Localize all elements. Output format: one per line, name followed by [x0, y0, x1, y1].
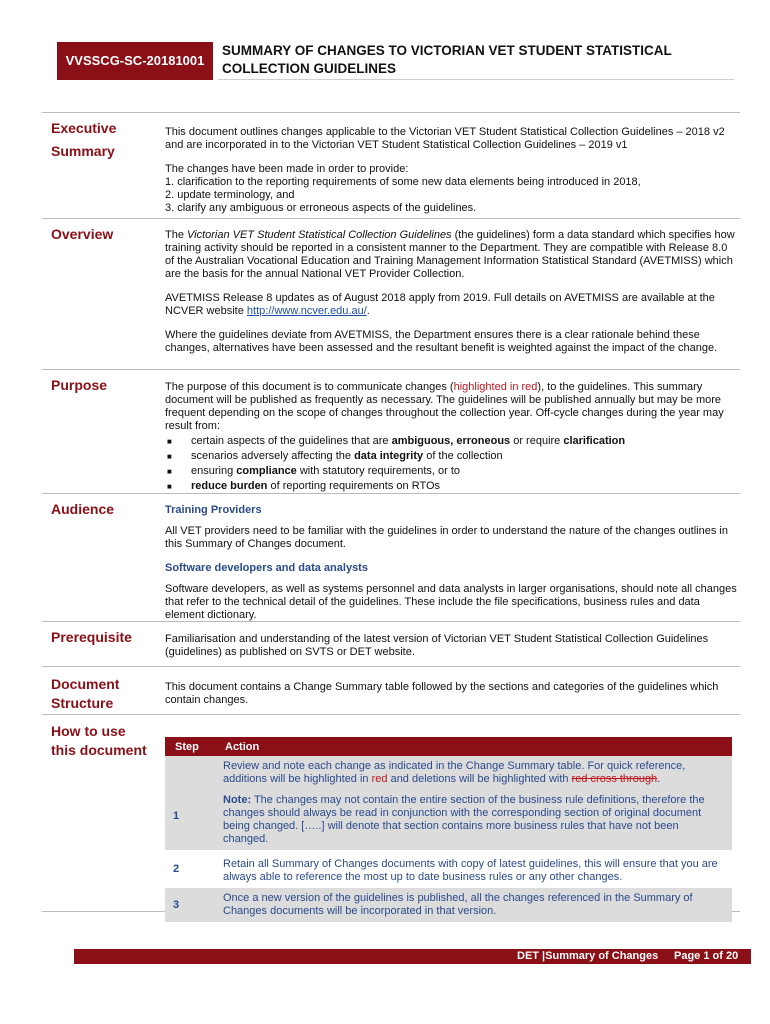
section-body — [165, 229, 737, 366]
list-item: 1. clarification to the reporting requirements of some new data elements being introduced in 2018, — [165, 176, 641, 188]
column-header-step: Step — [175, 740, 199, 753]
bullet-item: ■ certain aspects of the guidelines that are ambiguous, erroneous or require clarification — [167, 435, 626, 447]
title-divider — [218, 79, 734, 80]
exec-list — [165, 176, 737, 215]
audience-subheading-developers: Software developers and data analysts — [165, 562, 368, 574]
section-prerequisite — [42, 621, 740, 667]
column-header-action: Action — [225, 740, 260, 753]
table-row — [165, 756, 732, 850]
purpose-paragraph: The purpose of this document is to communicate changes (highlighted in red), to the guidelines. This summary document will be published as frequently as necessary. The guidelines will be published annually but may be more frequent depending on the scope of changes throughout the collection year. Off-cycle changes during the year may result from: — [165, 381, 724, 432]
section-body: This document contains a Change Summary table followed by the sections and categories of the guidelines which contain changes. — [165, 681, 719, 706]
highlight-red-text: highlighted in red — [453, 381, 538, 393]
step-action: Review and note each change as indicated in the Change Summary table. For quick reference, additions will be highlighted in red and deletions will be highlighted with red cross through. Note: The changes may not contain the entire section of the business rule definitions, therefore the changes should always be read in conjunction with the corresponding section of original document being changed. […..] will denote that section contains more business rules that have not been changed. — [223, 760, 705, 845]
bullet-icon: ■ — [167, 452, 172, 461]
section-heading: Audience — [51, 501, 115, 517]
exec-lead: The changes have been made in order to provide: — [165, 163, 409, 175]
section-executive-summary — [42, 112, 740, 219]
section-overview — [42, 218, 740, 370]
overview-paragraph-1: The Victorian VET Student Statistical Collection Guidelines (the guidelines) form a data standard which specifies how training activity should be reported in a consistent manner to the Department. They are compatible with Release 8.0 of the Australian Vocational Education and Training Management Information Statistical Standard (AVETMISS) which are the basis for the annual National VET Provider Collection. — [165, 229, 735, 280]
bullet-icon: ■ — [167, 467, 172, 476]
step-number: 3 — [173, 898, 180, 911]
audience-subheading-providers: Training Providers — [165, 504, 262, 516]
step-number: 2 — [173, 862, 180, 875]
steps-table-header — [165, 737, 732, 756]
bullet-icon: ■ — [167, 437, 172, 446]
section-document-structure — [42, 666, 740, 715]
section-heading: Executive Summary — [51, 120, 117, 159]
section-heading: Prerequisite — [51, 629, 132, 645]
page-number: Page 1 of 20 — [674, 950, 739, 962]
exec-intro: This document outlines changes applicable to the Victorian VET Student Statistical Collection Guidelines – 2018 v2 and are incorporated in to the Victorian VET Student Statistical Collection Guidelines – 2019 v1 — [165, 126, 725, 151]
step-number: 1 — [173, 809, 180, 822]
section-purpose — [42, 369, 740, 494]
table-row — [165, 850, 732, 888]
step-action: Once a new version of the guidelines is published, all the changes referenced in the Summary of Changes documents will be incorporated in that version. — [223, 892, 693, 917]
section-heading: Overview — [51, 226, 114, 242]
steps-table — [165, 737, 732, 922]
document-code-badge: VVSSCG-SC-20181001 — [57, 42, 213, 80]
section-heading: How to use this document — [51, 723, 147, 758]
overview-paragraph-2: AVETMISS Release 8 updates as of August 2018 apply from 2019. Full details on AVETMISS are available at the NCVER website http://www.ncver.edu.au/. — [165, 292, 715, 317]
list-item: 3. clarify any ambiguous or erroneous aspects of the guidelines. — [165, 202, 477, 214]
bullet-icon: ■ — [167, 482, 172, 491]
page-footer — [74, 949, 751, 964]
ncver-link[interactable]: http://www.ncver.edu.au/ — [246, 305, 367, 317]
table-row — [165, 888, 732, 922]
section-body — [165, 126, 737, 215]
document-title — [222, 42, 712, 78]
bullet-item: ■ ensuring compliance with statutory requirements, or to — [167, 465, 461, 477]
step-action: Retain all Summary of Changes documents with copy of latest guidelines, this will ensure that you are always able to reference the most up to date business rules or any other changes. — [223, 858, 718, 883]
section-body — [165, 504, 737, 622]
section-heading: Purpose — [51, 377, 108, 393]
overview-paragraph-3: Where the guidelines deviate from AVETMISS, the Department ensures there is a clear rationale behind these changes, alternatives have been assessed and the resultant benefit is weighted against the impact of the change. — [165, 329, 718, 354]
footer-title: DET |Summary of Changes — [517, 950, 659, 962]
section-heading: Document Structure — [51, 676, 120, 711]
title-line-1: SUMMARY OF CHANGES TO VICTORIAN VET STUDENT STATISTICAL — [222, 43, 672, 58]
section-body — [165, 381, 737, 493]
list-item: 2. update terminology, and — [165, 189, 295, 201]
title-line-2: COLLECTION GUIDELINES — [222, 61, 397, 76]
strike-red-text: red cross through — [571, 773, 658, 785]
audience-paragraph-2: Software developers, as well as systems personnel and data analysts in larger organisations, should note all changes that refer to the technical detail of the guidelines. These include the file specifications, business rules and data element dictionary. — [165, 583, 737, 621]
highlight-red-text: red — [371, 773, 388, 785]
audience-paragraph-1: All VET providers need to be familiar with the guidelines in order to understand the nature of the changes outlines in this Summary of Changes document. — [165, 525, 728, 550]
bullet-item: ■ reduce burden of reporting requirements on RTOs — [167, 480, 441, 492]
section-audience — [42, 493, 740, 622]
section-body: Familiarisation and understanding of the latest version of Victorian VET Student Statistical Collection Guidelines (guidelines) as published on SVTS or DET website. — [165, 633, 709, 658]
bullet-item: ■ scenarios adversely affecting the data integrity of the collection — [167, 450, 503, 462]
section-how-to-use — [42, 714, 740, 917]
